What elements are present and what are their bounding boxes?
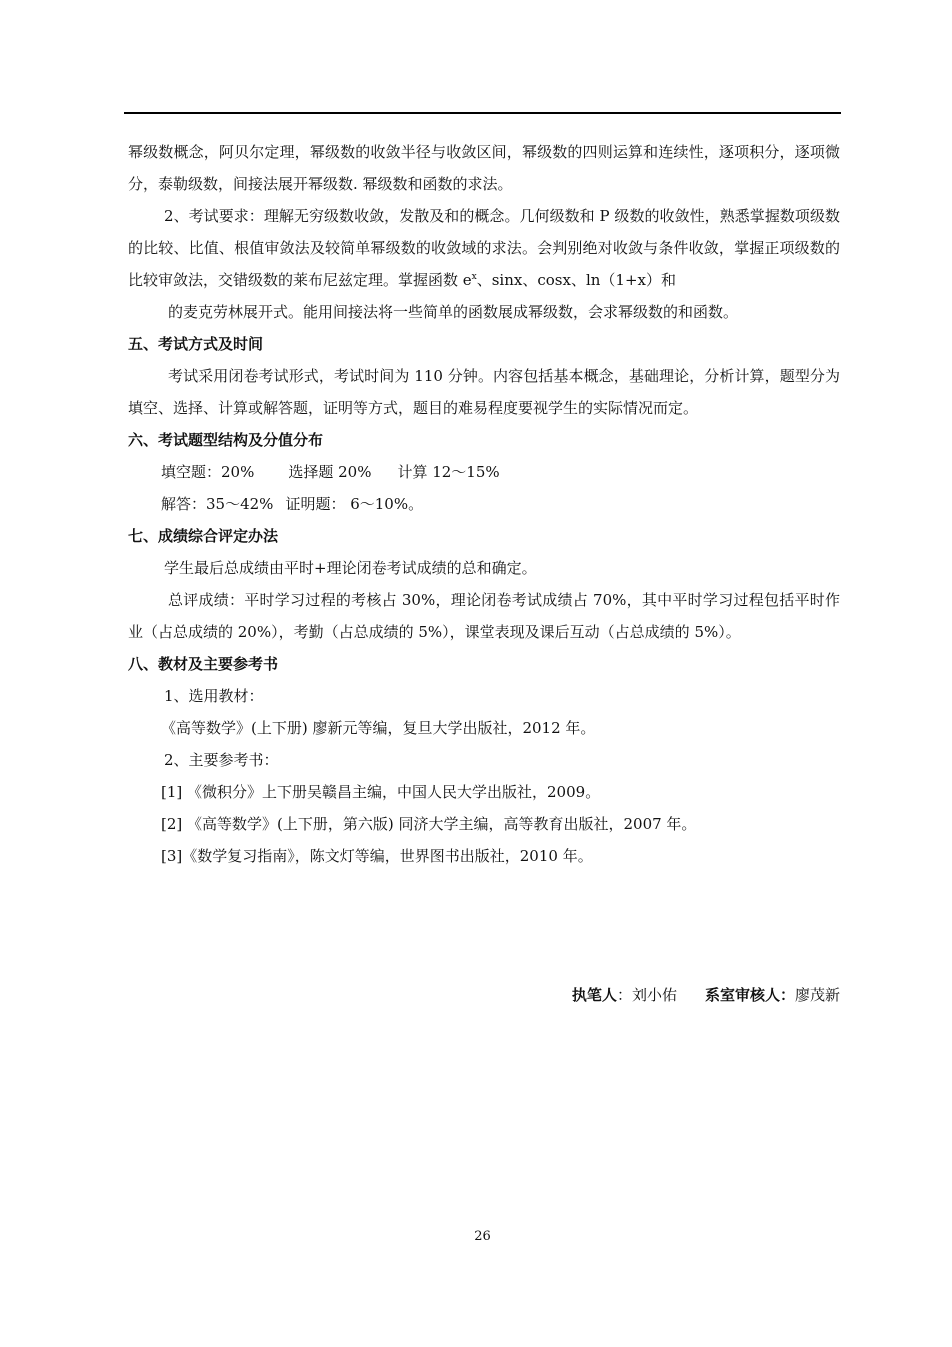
header-rule xyxy=(124,112,841,114)
author-separator: ： xyxy=(616,986,632,1004)
references-label: 2、主要参考书： xyxy=(164,751,279,769)
fill-blank-share: 填空题：20% xyxy=(161,463,255,481)
exponent-x: x xyxy=(471,272,477,282)
exam-format-paragraph: 考试采用闭卷考试形式，考试时间为 110 分钟。内容包括基本概念，基础理论，分析计算，题型分为填空、选择、计算或解答题，证明等方式，题目的难易程度要视学生的实际情况而定。 xyxy=(128,367,840,417)
calculation-share: 计算 12～15% xyxy=(397,463,500,481)
page-number: 26 xyxy=(474,1229,491,1244)
author-label: 执笔人 xyxy=(571,986,617,1004)
score-distribution-line-2 xyxy=(128,488,840,520)
reference-1: [1] 《微积分》上下册吴赣昌主编，中国人民大学出版社，2009。 xyxy=(161,783,601,801)
textbook-label: 1、选用教材： xyxy=(164,687,264,705)
reference-2: [2] 《高等数学》(上下册，第六版) 同济大学主编，高等教育出版社，2007 年。 xyxy=(161,815,697,833)
score-distribution-line-1 xyxy=(128,456,840,488)
author-name: 刘小佑 xyxy=(631,986,677,1004)
exam-requirement-text-a: 2、考试要求：理解无穷级数收敛，发散及和的概念。几何级数和 P 级数的收敛性，熟悉掌握数项级数的比较、比值、根值审敛法及较简单幂级数的收敛域的求法。会判别绝对收敛与条件收敛，掌握正项级数的比较审敛法，交错级数的莱布尼兹定理。掌握函数 e xyxy=(128,207,840,289)
section-7-heading: 七、成绩综合评定办法 xyxy=(128,527,279,545)
grade-paragraph-2: 总评成绩：平时学习过程的考核占 30%，理论闭卷考试成绩占 70%，其中平时学习过程包括平时作业（占总成绩的 20%），考勤（占总成绩的 5%），课堂表现及课后互动（占总成绩的 5%）。 xyxy=(128,591,840,641)
grade-paragraph-1: 学生最后总成绩由平时+理论闭卷考试成绩的总和确定。 xyxy=(164,559,537,577)
reference-3: [3]《数学复习指南》，陈文灯等编，世界图书出版社，2010 年。 xyxy=(161,847,593,865)
section-5-heading: 五、考试方式及时间 xyxy=(128,335,264,353)
page-body xyxy=(128,136,840,872)
proof-share: 证明题： 6～10%。 xyxy=(285,495,424,513)
section-8-heading: 八、教材及主要参考书 xyxy=(128,655,279,673)
series-content-paragraph: 幂级数概念，阿贝尔定理，幂级数的收敛半径与收敛区间，幂级数的四则运算和连续性，逐项积分，逐项微分，泰勒级数，间接法展开幂级数. 幂级数和函数的求法。 xyxy=(128,143,840,193)
solution-share: 解答：35～42% xyxy=(161,495,274,513)
reviewer-label: 系室审核人： xyxy=(704,986,795,1004)
exam-requirement-paragraph xyxy=(128,200,840,296)
signature-line xyxy=(572,981,840,1009)
reviewer-name: 廖茂新 xyxy=(794,986,840,1004)
section-6-heading: 六、考试题型结构及分值分布 xyxy=(128,431,324,449)
multiple-choice-share: 选择题 20% xyxy=(288,463,372,481)
exam-requirement-text-b: 、sinx、cosx、ln（1+x）和 xyxy=(476,271,676,289)
maclaurin-paragraph: 的麦克劳林展开式。能用间接法将一些简单的函数展成幂级数，会求幂级数的和函数。 xyxy=(168,303,739,321)
textbook-item: 《高等数学》(上下册) 廖新元等编，复旦大学出版社，2012 年。 xyxy=(161,719,596,737)
